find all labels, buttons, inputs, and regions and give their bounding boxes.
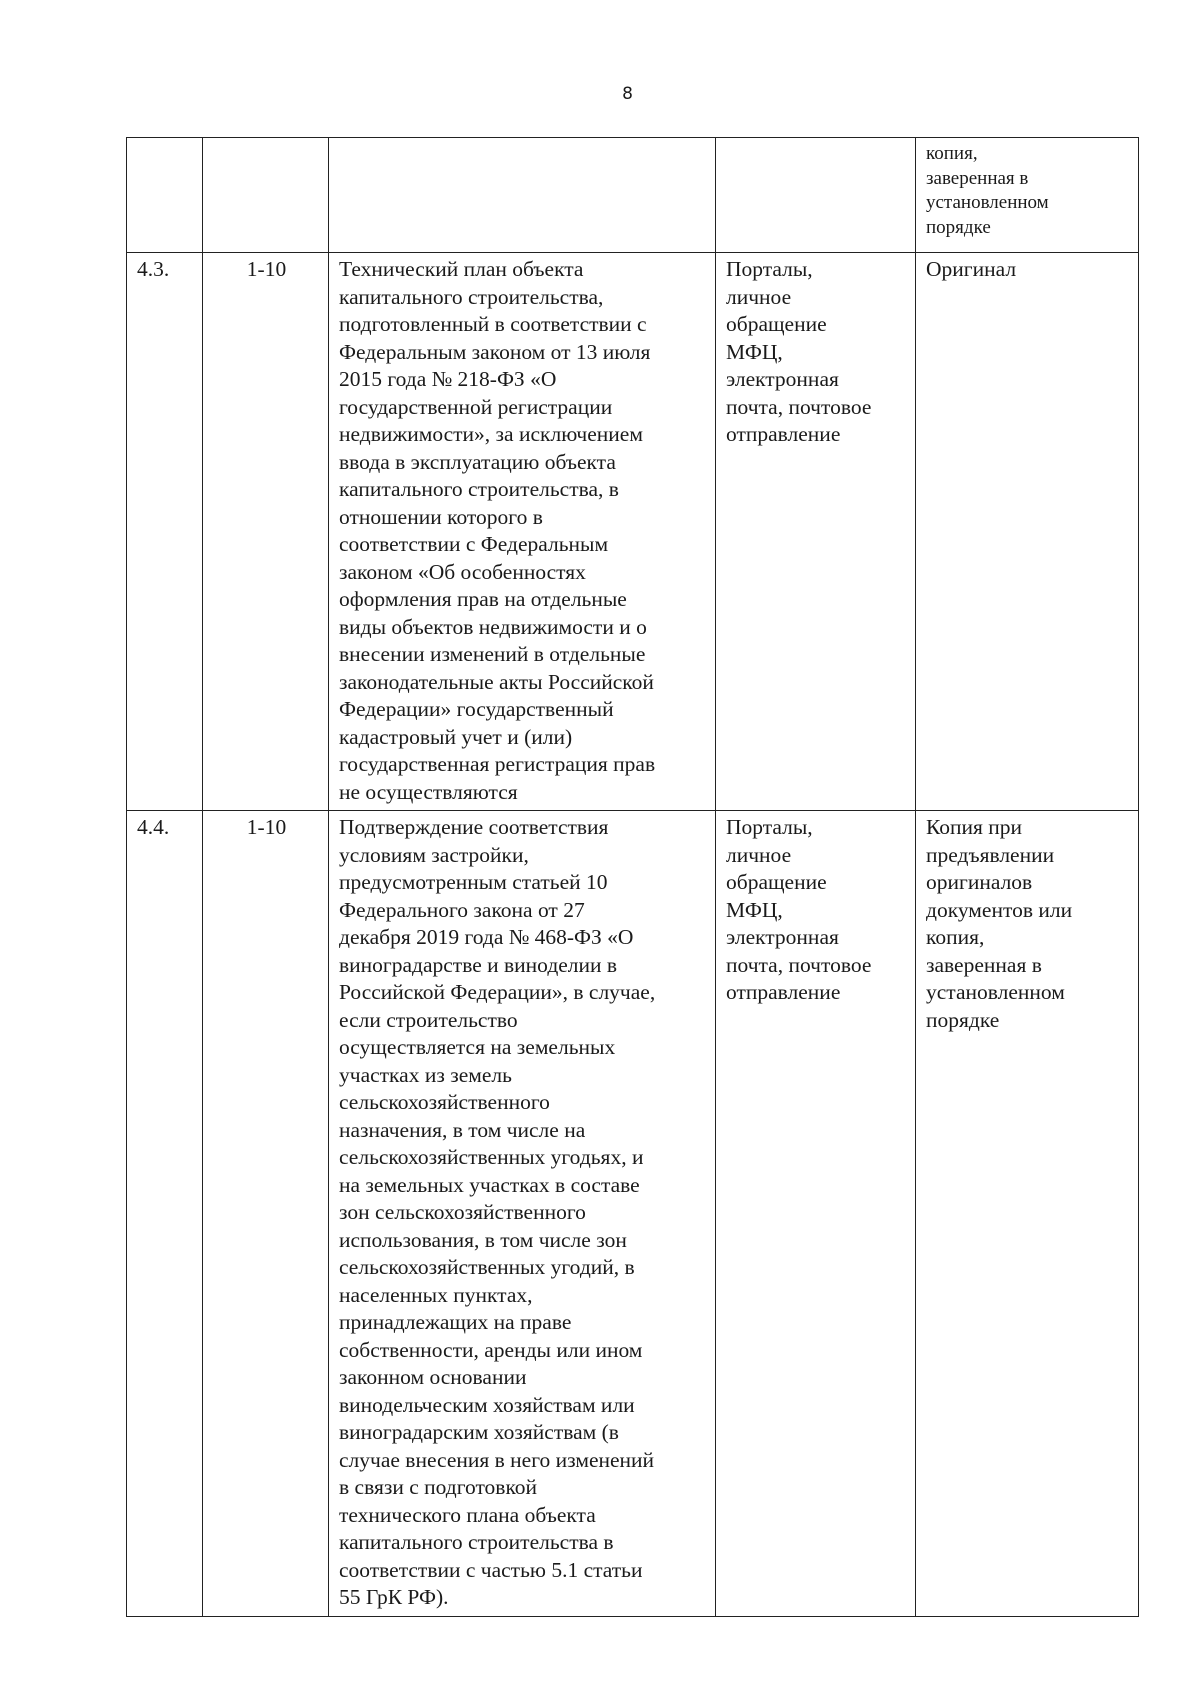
text-line: отправление — [726, 422, 841, 446]
text-line: 2015 года № 218-ФЗ «О — [339, 367, 557, 391]
text-line: осуществляется на земельных — [339, 1035, 616, 1059]
text-line: заверенная в — [926, 952, 1042, 977]
text-line: сельскохозяйственного — [339, 1090, 550, 1114]
text-line: Федеральным законом от 13 июля — [339, 339, 651, 364]
text-line: Российской Федерации», в случае, — [339, 980, 656, 1004]
row-code-cell — [203, 138, 329, 253]
text-line: электронная — [726, 925, 839, 949]
text-line: установленном — [926, 980, 1065, 1004]
text-line: оригиналов — [926, 870, 1033, 894]
text-line: обращение — [726, 312, 827, 336]
text-line: в связи с подготовкой — [339, 1475, 538, 1499]
page-number: 8 — [622, 84, 633, 104]
text-line: электронная — [726, 367, 839, 391]
text-line: недвижимости», за исключением — [339, 422, 643, 446]
text-line: порядке — [926, 216, 991, 238]
text-line: копия, — [926, 143, 978, 164]
text-line: виноградарским хозяйствам (в — [339, 1420, 619, 1444]
text-line: документов или — [926, 897, 1073, 922]
text-line: МФЦ, — [726, 339, 783, 364]
submission-method-cell — [716, 138, 916, 253]
text-line: Технический план объекта — [339, 257, 584, 281]
table-row — [127, 811, 1139, 1617]
text-line: соответствии с частью 5.1 статьи — [339, 1557, 643, 1582]
text-line: технического плана объекта — [339, 1502, 596, 1527]
text-line: собственности, аренды или ином — [339, 1337, 643, 1362]
text-line: почта, почтовое — [726, 394, 872, 419]
text-line: декабря 2019 года № 468-ФЗ «О — [339, 925, 634, 949]
row-number-cell: 4.3. — [127, 253, 203, 811]
text-line: отношении которого в — [339, 504, 543, 529]
text-line: сельскохозяйственных угодьях, и — [339, 1145, 644, 1169]
text-line: принадлежащих на праве — [339, 1310, 572, 1334]
text-line: законом «Об особенностях — [339, 559, 586, 584]
text-line: Порталы, — [726, 257, 813, 281]
text-line: порядке — [926, 1007, 1000, 1032]
text-line: почта, почтовое — [726, 952, 872, 977]
text-line: личное — [726, 842, 792, 867]
row-number-cell — [127, 138, 203, 253]
text-line: государственная регистрация прав — [339, 752, 656, 776]
text-line: участках из земель — [339, 1062, 512, 1087]
text-line: внесении изменений в отдельные — [339, 642, 646, 666]
text-line: оформления прав на отдельные — [339, 587, 627, 611]
text-line: законном основании — [339, 1365, 527, 1389]
text-line: винодельческим хозяйствам или — [339, 1392, 635, 1417]
text-line: установленном — [926, 192, 1049, 213]
document-form-cell — [916, 253, 1139, 811]
text-line: Оригинал — [926, 257, 1017, 281]
text-line: Федерального закона от 27 — [339, 897, 585, 922]
text-line: на земельных участках в составе — [339, 1172, 640, 1197]
document-form-cell — [916, 811, 1139, 1617]
text-line: виды объектов недвижимости и о — [339, 614, 647, 639]
document-description-cell — [329, 253, 716, 811]
text-line: капитального строительства, в — [339, 477, 619, 501]
row-code-cell: 1-10 — [203, 811, 329, 1617]
text-line: предъявлении — [926, 842, 1055, 867]
text-line: зон сельскохозяйственного — [339, 1200, 586, 1224]
text-line: сельскохозяйственных угодий, в — [339, 1255, 635, 1279]
text-line: государственной регистрации — [339, 394, 613, 419]
text-line: заверенная в — [926, 167, 1029, 189]
text-line: законодательные акты Российской — [339, 669, 654, 694]
submission-method-cell — [716, 811, 916, 1617]
row-code-cell: 1-10 — [203, 253, 329, 811]
document-description-cell — [329, 811, 716, 1617]
text-line: условиям застройки, — [339, 842, 529, 867]
text-line: Подтверждение соответствия — [339, 815, 609, 839]
text-line: капитального строительства, — [339, 284, 604, 309]
text-line: предусмотренным статьей 10 — [339, 870, 608, 894]
document-form-cell — [916, 138, 1139, 253]
text-line: отправление — [726, 980, 841, 1004]
documents-table — [126, 137, 1139, 1617]
text-line: МФЦ, — [726, 897, 783, 922]
text-line: капитального строительства в — [339, 1530, 614, 1554]
text-line: Копия при — [926, 815, 1023, 839]
text-line: подготовленный в соответствии с — [339, 312, 647, 336]
document-description-cell — [329, 138, 716, 253]
text-line: виноградарстве и виноделии в — [339, 952, 618, 977]
text-line: населенных пунктах, — [339, 1282, 533, 1307]
text-line: Федерации» государственный — [339, 697, 614, 721]
text-line: Порталы, — [726, 815, 813, 839]
table-row — [127, 138, 1139, 253]
submission-method-cell — [716, 253, 916, 811]
row-number-cell: 4.4. — [127, 811, 203, 1617]
text-line: соответствии с Федеральным — [339, 532, 609, 556]
text-line: копия, — [926, 925, 985, 949]
table-row — [127, 253, 1139, 811]
text-line: случае внесения в него изменений — [339, 1447, 655, 1472]
text-line: ввода в эксплуатацию объекта — [339, 449, 616, 474]
text-line: личное — [726, 284, 792, 309]
text-line: если строительство — [339, 1007, 518, 1032]
text-line: не осуществляются — [339, 779, 518, 804]
text-line: использования, в том числе зон — [339, 1227, 627, 1252]
text-line: кадастровый учет и (или) — [339, 724, 573, 749]
text-line: обращение — [726, 870, 827, 894]
text-line: 55 ГрК РФ). — [339, 1585, 449, 1609]
text-line: назначения, в том числе на — [339, 1117, 586, 1142]
